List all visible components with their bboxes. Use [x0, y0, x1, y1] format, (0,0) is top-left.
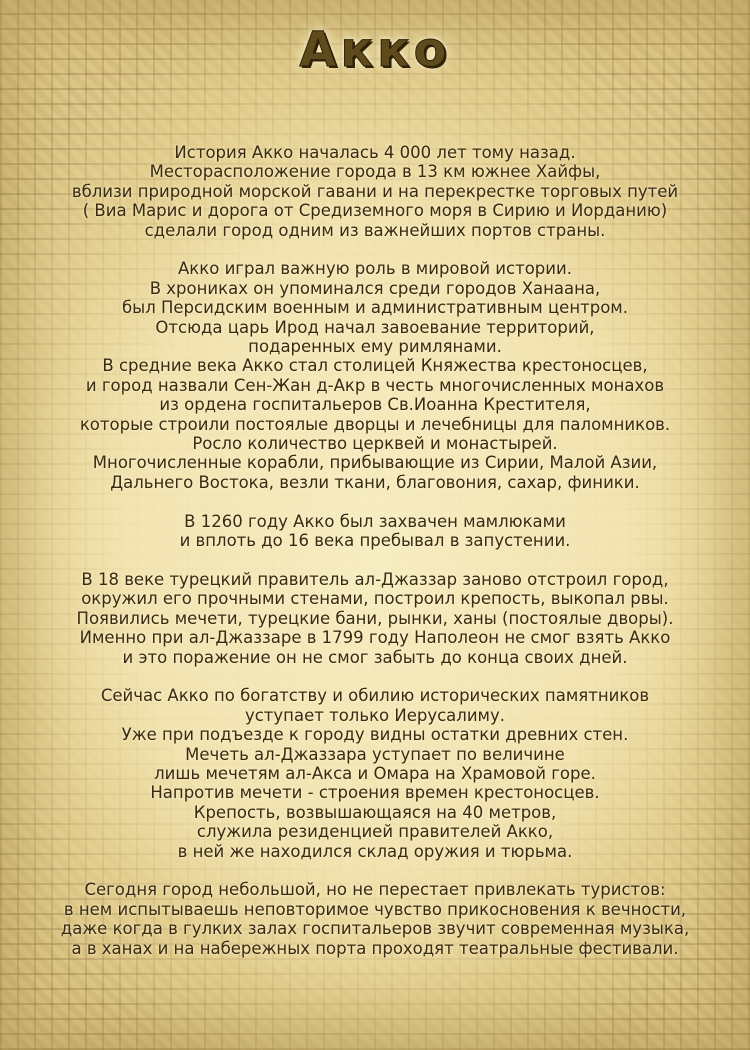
- paragraph: [0, 686, 750, 861]
- text-line: В хрониках он упоминался среди городов Ханаана,: [149, 278, 601, 298]
- text-line: Напротив мечети - строения времен крестоносцев.: [150, 783, 600, 803]
- text-line: ( Виа Марис и дорога от Средиземного моря в Сирию и Иорданию): [82, 201, 668, 221]
- text-line: сделали город одним из важнейших портов страны.: [144, 220, 606, 240]
- text-line: лишь мечетям ал-Акса и Омара на Храмовой горе.: [154, 763, 596, 783]
- text-line: подаренных ему римлянами.: [248, 337, 502, 357]
- text-line: Месторасположение города в 13 км южнее Хайфы,: [149, 162, 601, 182]
- paragraph: [0, 143, 750, 240]
- text-line: и это поражение он не смог забыть до конца своих дней.: [122, 647, 628, 667]
- text-line: В 1260 году Акко был захвачен мамлюками: [184, 511, 566, 531]
- text-line: В средние века Акко стал столицей Княжества крестоносцев,: [102, 356, 648, 376]
- text-line: Дальнего Востока, везли ткани, благовония, сахар, финики.: [110, 472, 640, 492]
- text-line: был Персидским военным и административным центром.: [122, 298, 628, 318]
- text-line: Многочисленные корабли, прибывающие из Сирии, Малой Азии,: [92, 453, 658, 473]
- page-title: Акко: [299, 22, 451, 78]
- paragraph: [0, 512, 750, 551]
- paragraph: [0, 880, 750, 958]
- paragraph: [0, 570, 750, 667]
- text-line: в нем испытываешь неповторимое чувство прикосновения к вечности,: [63, 899, 687, 919]
- text-line: В 18 веке турецкий правитель ал-Джаззар заново отстроил город,: [81, 569, 669, 589]
- text-line: служила резиденцией правителей Акко,: [196, 822, 554, 842]
- text-line: которые строили постоялые дворцы и лечебницы для паломников.: [79, 414, 671, 434]
- article-body: [0, 143, 750, 977]
- text-line: Акко играл важную роль в мировой истории.: [178, 259, 572, 279]
- text-line: и город назвали Сен-Жан д-Акр в честь многочисленных монахов: [85, 375, 665, 395]
- text-line: Сейчас Акко по богатству и обилию исторических памятников: [100, 686, 650, 706]
- text-line: Появились мечети, турецкие бани, рынки, ханы (постоялые дворы).: [76, 608, 674, 628]
- text-line: Уже при подъезде к городу видны остатки древних стен.: [121, 725, 629, 745]
- text-line: и вплоть до 16 века пребывал в запустении.: [179, 531, 571, 551]
- text-line: а в ханах и на набережных порта проходят театральные фестивали.: [71, 938, 679, 958]
- text-line: окружил его прочными стенами, построил крепость, выкопал рвы.: [81, 589, 669, 609]
- paragraph: [0, 259, 750, 492]
- text-line: Отсюда царь Ирод начал завоевание территорий,: [155, 317, 595, 337]
- text-line: уступает только Иерусалиму.: [244, 705, 506, 725]
- text-line: Именно при ал-Джаззаре в 1799 году Наполеон не смог взять Акко: [79, 628, 671, 648]
- text-line: вблизи природной морской гавани и на перекрестке торговых путей: [71, 181, 679, 201]
- text-line: Росло количество церквей и монастырей.: [192, 434, 558, 454]
- text-line: История Акко началась 4 000 лет тому назад.: [174, 143, 576, 162]
- text-line: Сегодня город небольшой, но не перестает привлекать туристов:: [84, 880, 666, 900]
- text-line: Крепость, возвышающаяся на 40 метров,: [193, 802, 557, 822]
- text-line: в ней же находился склад оружия и тюрьма.: [177, 841, 573, 861]
- text-line: Мечеть ал-Джаззара уступает по величине: [185, 744, 565, 764]
- text-line: даже когда в гулких залах госпитальеров звучит современная музыка,: [60, 919, 690, 939]
- text-line: из ордена госпитальеров Св.Иоанна Крестителя,: [159, 395, 591, 415]
